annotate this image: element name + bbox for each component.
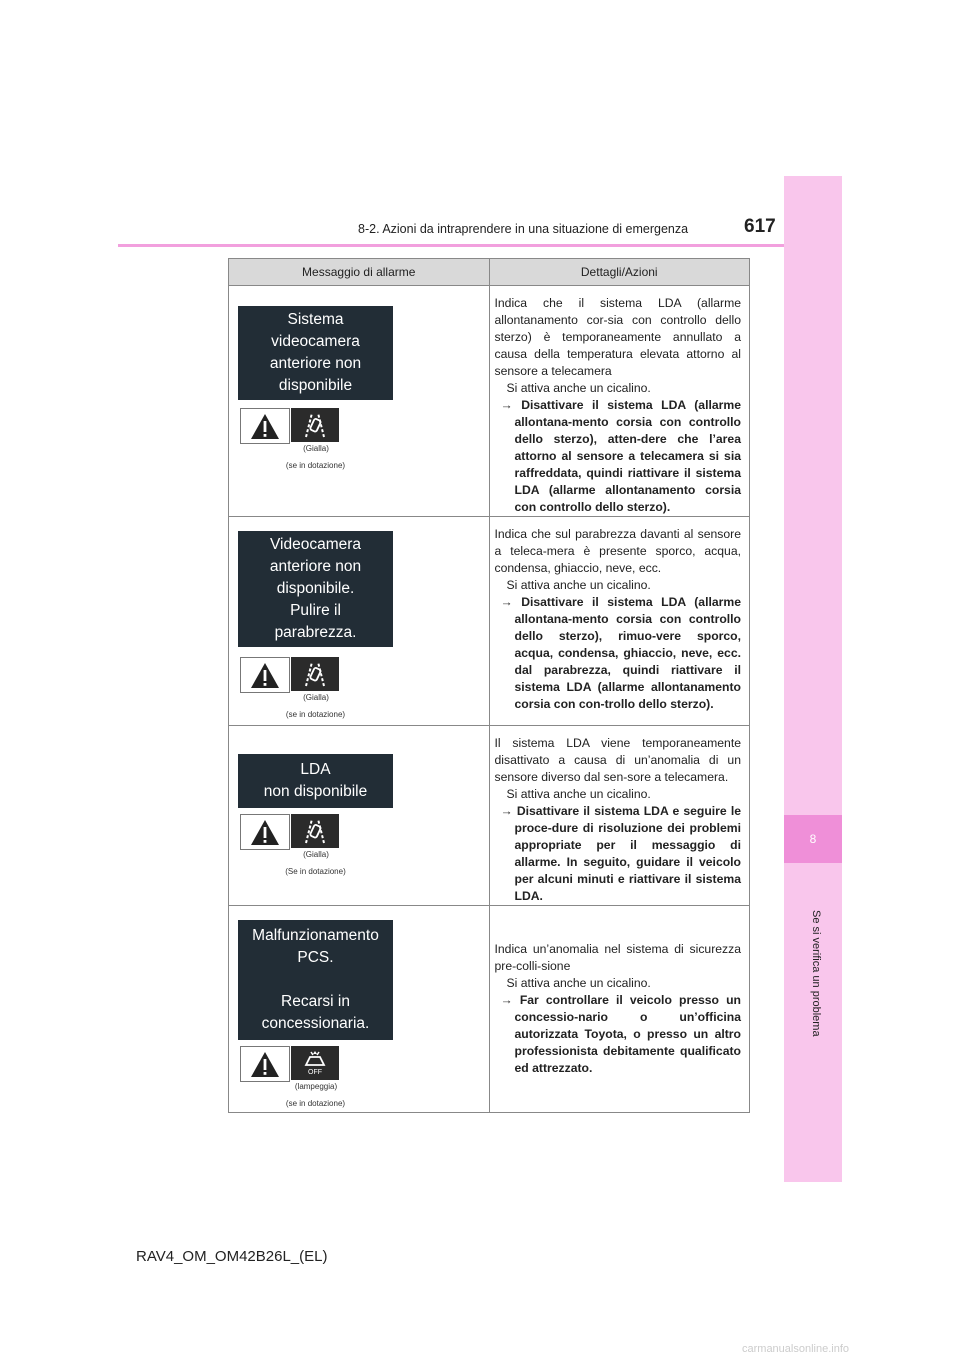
- buzzer-note: Si attiva anche un cicalino.: [506, 381, 651, 395]
- header-rule: [118, 244, 784, 247]
- indicator-color-note: (Gialla): [303, 693, 329, 702]
- action-instruction: → Disattivare il sistema LDA e seguire le proce-dure di risoluzione dei problemi appropriate per il messaggio di allarme. In seguito, guidare il veicolo per alcuni minuti e riattivare il sistema LDA.: [500, 804, 741, 903]
- lane-departure-icon: [291, 408, 339, 442]
- table-row: [229, 517, 750, 726]
- arrow-icon: →: [500, 595, 513, 609]
- display-message: Videocamera anteriore non disponibile. Pulire il parabrezza.: [238, 531, 393, 647]
- table-row: [229, 726, 750, 906]
- section-title: 8-2. Azioni da intraprendere in una situazione di emergenza: [358, 222, 689, 236]
- pcs-off-icon: [291, 1046, 339, 1080]
- table-header-row: [229, 259, 750, 286]
- details-cell: [489, 726, 750, 906]
- pcs-off-label: OFF: [308, 1069, 322, 1076]
- master-warning-icon: [240, 657, 290, 693]
- arrow-icon: →: [500, 398, 513, 412]
- description: Indica che sul parabrezza davanti al sensore a teleca-mera è presente sporco, acqua, condensa, ghiaccio, neve, ecc.: [494, 527, 741, 575]
- display-message: Sistema videocamera anteriore non disponibile: [238, 306, 393, 400]
- equipment-note: (se in dotazione): [285, 710, 346, 719]
- buzzer-note: Si attiva anche un cicalino.: [506, 578, 651, 592]
- warning-message-table: [228, 258, 750, 1113]
- watermark: carmanualsonline.info: [742, 1343, 850, 1355]
- message-cell: [229, 726, 490, 906]
- description: Indica che il sistema LDA (allarme allontanamento cor-sia con controllo dello sterzo) è temporaneamente annullato a causa della temperatura elevata attorno al sensore a telecamera: [494, 296, 741, 378]
- lane-departure-icon: [291, 657, 339, 691]
- chapter-label: Se si verifica un problema: [810, 910, 822, 1037]
- action-instruction: → Far controllare il veicolo presso un concessio-nario o un’officina autorizzata Toyota, o presso un altro professionista debitamente qualificato ed attrezzato.: [500, 993, 741, 1075]
- equipment-note: (se in dotazione): [285, 461, 346, 470]
- arrow-icon: →: [500, 804, 513, 818]
- details-cell: [489, 286, 750, 517]
- display-message: LDA non disponibile: [238, 754, 393, 808]
- buzzer-note: Si attiva anche un cicalino.: [506, 976, 651, 990]
- document-code: RAV4_OM_OM42B26L_(EL): [136, 1248, 328, 1265]
- page-number: 617: [744, 216, 776, 237]
- master-warning-icon: [240, 814, 290, 850]
- indicator-color-note: (lampeggia): [294, 1082, 338, 1091]
- equipment-note: (se in dotazione): [285, 1099, 346, 1108]
- display-message: Malfunzionamento PCS. Recarsi in concessionaria.: [238, 920, 393, 1040]
- table-row: [229, 286, 750, 517]
- message-cell: [229, 286, 490, 517]
- master-warning-icon: [240, 1046, 290, 1082]
- equipment-note: (Se in dotazione): [285, 867, 346, 876]
- description: Il sistema LDA viene temporaneamente disattivato a causa di un’anomalia di un sensore diverso dal sen-sore a telecamera.: [494, 736, 741, 784]
- buzzer-note: Si attiva anche un cicalino.: [506, 787, 651, 801]
- description: Indica un’anomalia nel sistema di sicurezza pre-colli-sione: [494, 942, 741, 973]
- lane-departure-icon: [291, 814, 339, 848]
- arrow-icon: →: [500, 993, 513, 1007]
- table-row: [229, 906, 750, 1113]
- action-instruction: → Disattivare il sistema LDA (allarme allontana-mento corsia con controllo dello sterzo), atten-dere che l’area attorno al sensore a telecamera si sia raffreddata, quindi riattivare il sistema LDA (allarme allontanamento corsia con controllo dello sterzo).: [500, 398, 741, 514]
- column-header-message: Messaggio di allarme: [229, 259, 490, 286]
- details-cell: [489, 517, 750, 726]
- message-cell: [229, 906, 490, 1113]
- indicator-color-note: (Gialla): [303, 850, 329, 859]
- column-header-details: Dettagli/Azioni: [489, 259, 750, 286]
- action-instruction: → Disattivare il sistema LDA (allarme allontana-mento corsia con controllo dello sterzo), rimuo-vere sporco, acqua, condensa, ghiaccio, neve, ecc. dal parabrezza, quindi riattivare il sistema LDA (allarme allontanamento corsia con con-trollo dello sterzo).: [500, 595, 741, 711]
- indicator-color-note: (Gialla): [303, 444, 329, 453]
- master-warning-icon: [240, 408, 290, 444]
- chapter-number: 8: [784, 815, 842, 863]
- details-cell: [489, 906, 750, 1113]
- message-cell: [229, 517, 490, 726]
